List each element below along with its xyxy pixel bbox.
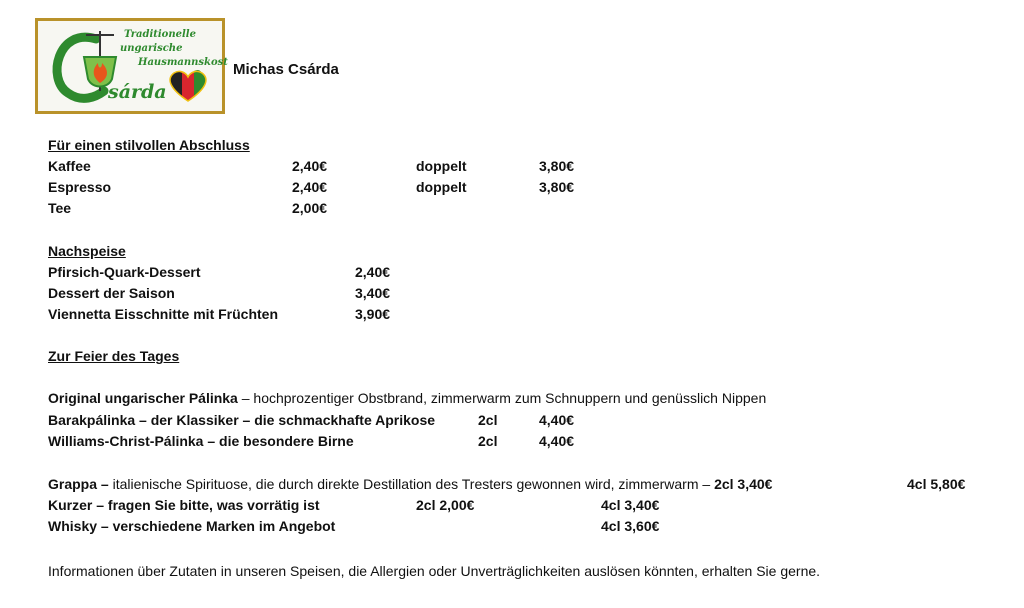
menu-item-extra-label: doppelt — [416, 179, 467, 195]
grappa-title: Grappa – — [48, 476, 109, 492]
heart-flag-icon — [170, 70, 206, 101]
palinka-intro — [48, 390, 766, 406]
logo-tagline-1: Traditionelle — [124, 29, 196, 40]
palinka-description: – hochprozentiger Obstbrand, zimmerwarm zum Schnuppern und genüsslich Nippen — [237, 390, 767, 406]
menu-item-name: Espresso — [48, 179, 112, 195]
menu-item-price: 2,40€ — [292, 158, 328, 174]
grappa-line — [48, 476, 772, 492]
menu-item-name: Williams-Christ-Pálinka – die besondere Birne — [48, 433, 354, 449]
logo-brand-text: sárda — [108, 81, 167, 103]
menu-item-price: 2,00€ — [292, 200, 328, 216]
menu-item-large-price: 4cl 3,60€ — [601, 518, 660, 534]
menu-item-price: 3,40€ — [355, 285, 391, 301]
restaurant-name: Michas Csárda — [233, 61, 339, 78]
grappa-large-price: 4cl 5,80€ — [907, 476, 966, 492]
menu-item-name: Kaffee — [48, 158, 91, 174]
menu-item-price: 4,40€ — [539, 433, 575, 449]
menu-item-name: Tee — [48, 200, 72, 216]
menu-item-large-price: 4cl 3,40€ — [601, 497, 660, 513]
menu-item-name: Pfirsich-Quark-Dessert — [48, 264, 201, 280]
menu-item-name: Viennetta Eisschnitte mit Früchten — [48, 306, 279, 322]
section-heading-feier: Zur Feier des Tages — [48, 348, 180, 364]
menu-item-small-price: 2cl 2,00€ — [416, 497, 475, 513]
grappa-description: italienische Spirituose, die durch direkte Destillation des Tresters gewonnen wird, zimmerwarm – — [108, 476, 715, 492]
menu-item-price: 4,40€ — [539, 412, 575, 428]
menu-item-name: Barakpálinka – der Klassiker – die schmackhafte Aprikose — [48, 412, 436, 428]
section-heading-nachspeise: Nachspeise — [48, 243, 126, 259]
logo-tagline-2: ungarische — [120, 43, 183, 54]
menu-item-extra-price: 3,80€ — [539, 179, 575, 195]
menu-item-size: 2cl — [478, 433, 498, 449]
grappa-small-price: 2cl 3,40€ — [714, 476, 773, 492]
menu-item-name: Dessert der Saison — [48, 285, 175, 301]
menu-item-extra-label: doppelt — [416, 158, 467, 174]
menu-item-extra-price: 3,80€ — [539, 158, 575, 174]
menu-item-name: Kurzer – fragen Sie bitte, was vorrätig ist — [48, 497, 320, 513]
logo-tagline-3: Hausmannskost — [138, 57, 228, 68]
menu-item-price: 2,40€ — [355, 264, 391, 280]
menu-item-price: 3,90€ — [355, 306, 391, 322]
menu-item-price: 2,40€ — [292, 179, 328, 195]
menu-item-name: Whisky – verschiedene Marken im Angebot — [48, 518, 336, 534]
allergen-note: Informationen über Zutaten in unseren Speisen, die Allergien oder Unverträglichkeiten auslösen könnten, erhalten Sie gerne. — [48, 563, 821, 579]
menu-item-size: 2cl — [478, 412, 498, 428]
section-heading-abschluss: Für einen stilvollen Abschluss — [48, 137, 250, 153]
restaurant-logo — [35, 18, 228, 114]
palinka-title: Original ungarischer Pálinka — [48, 390, 238, 406]
